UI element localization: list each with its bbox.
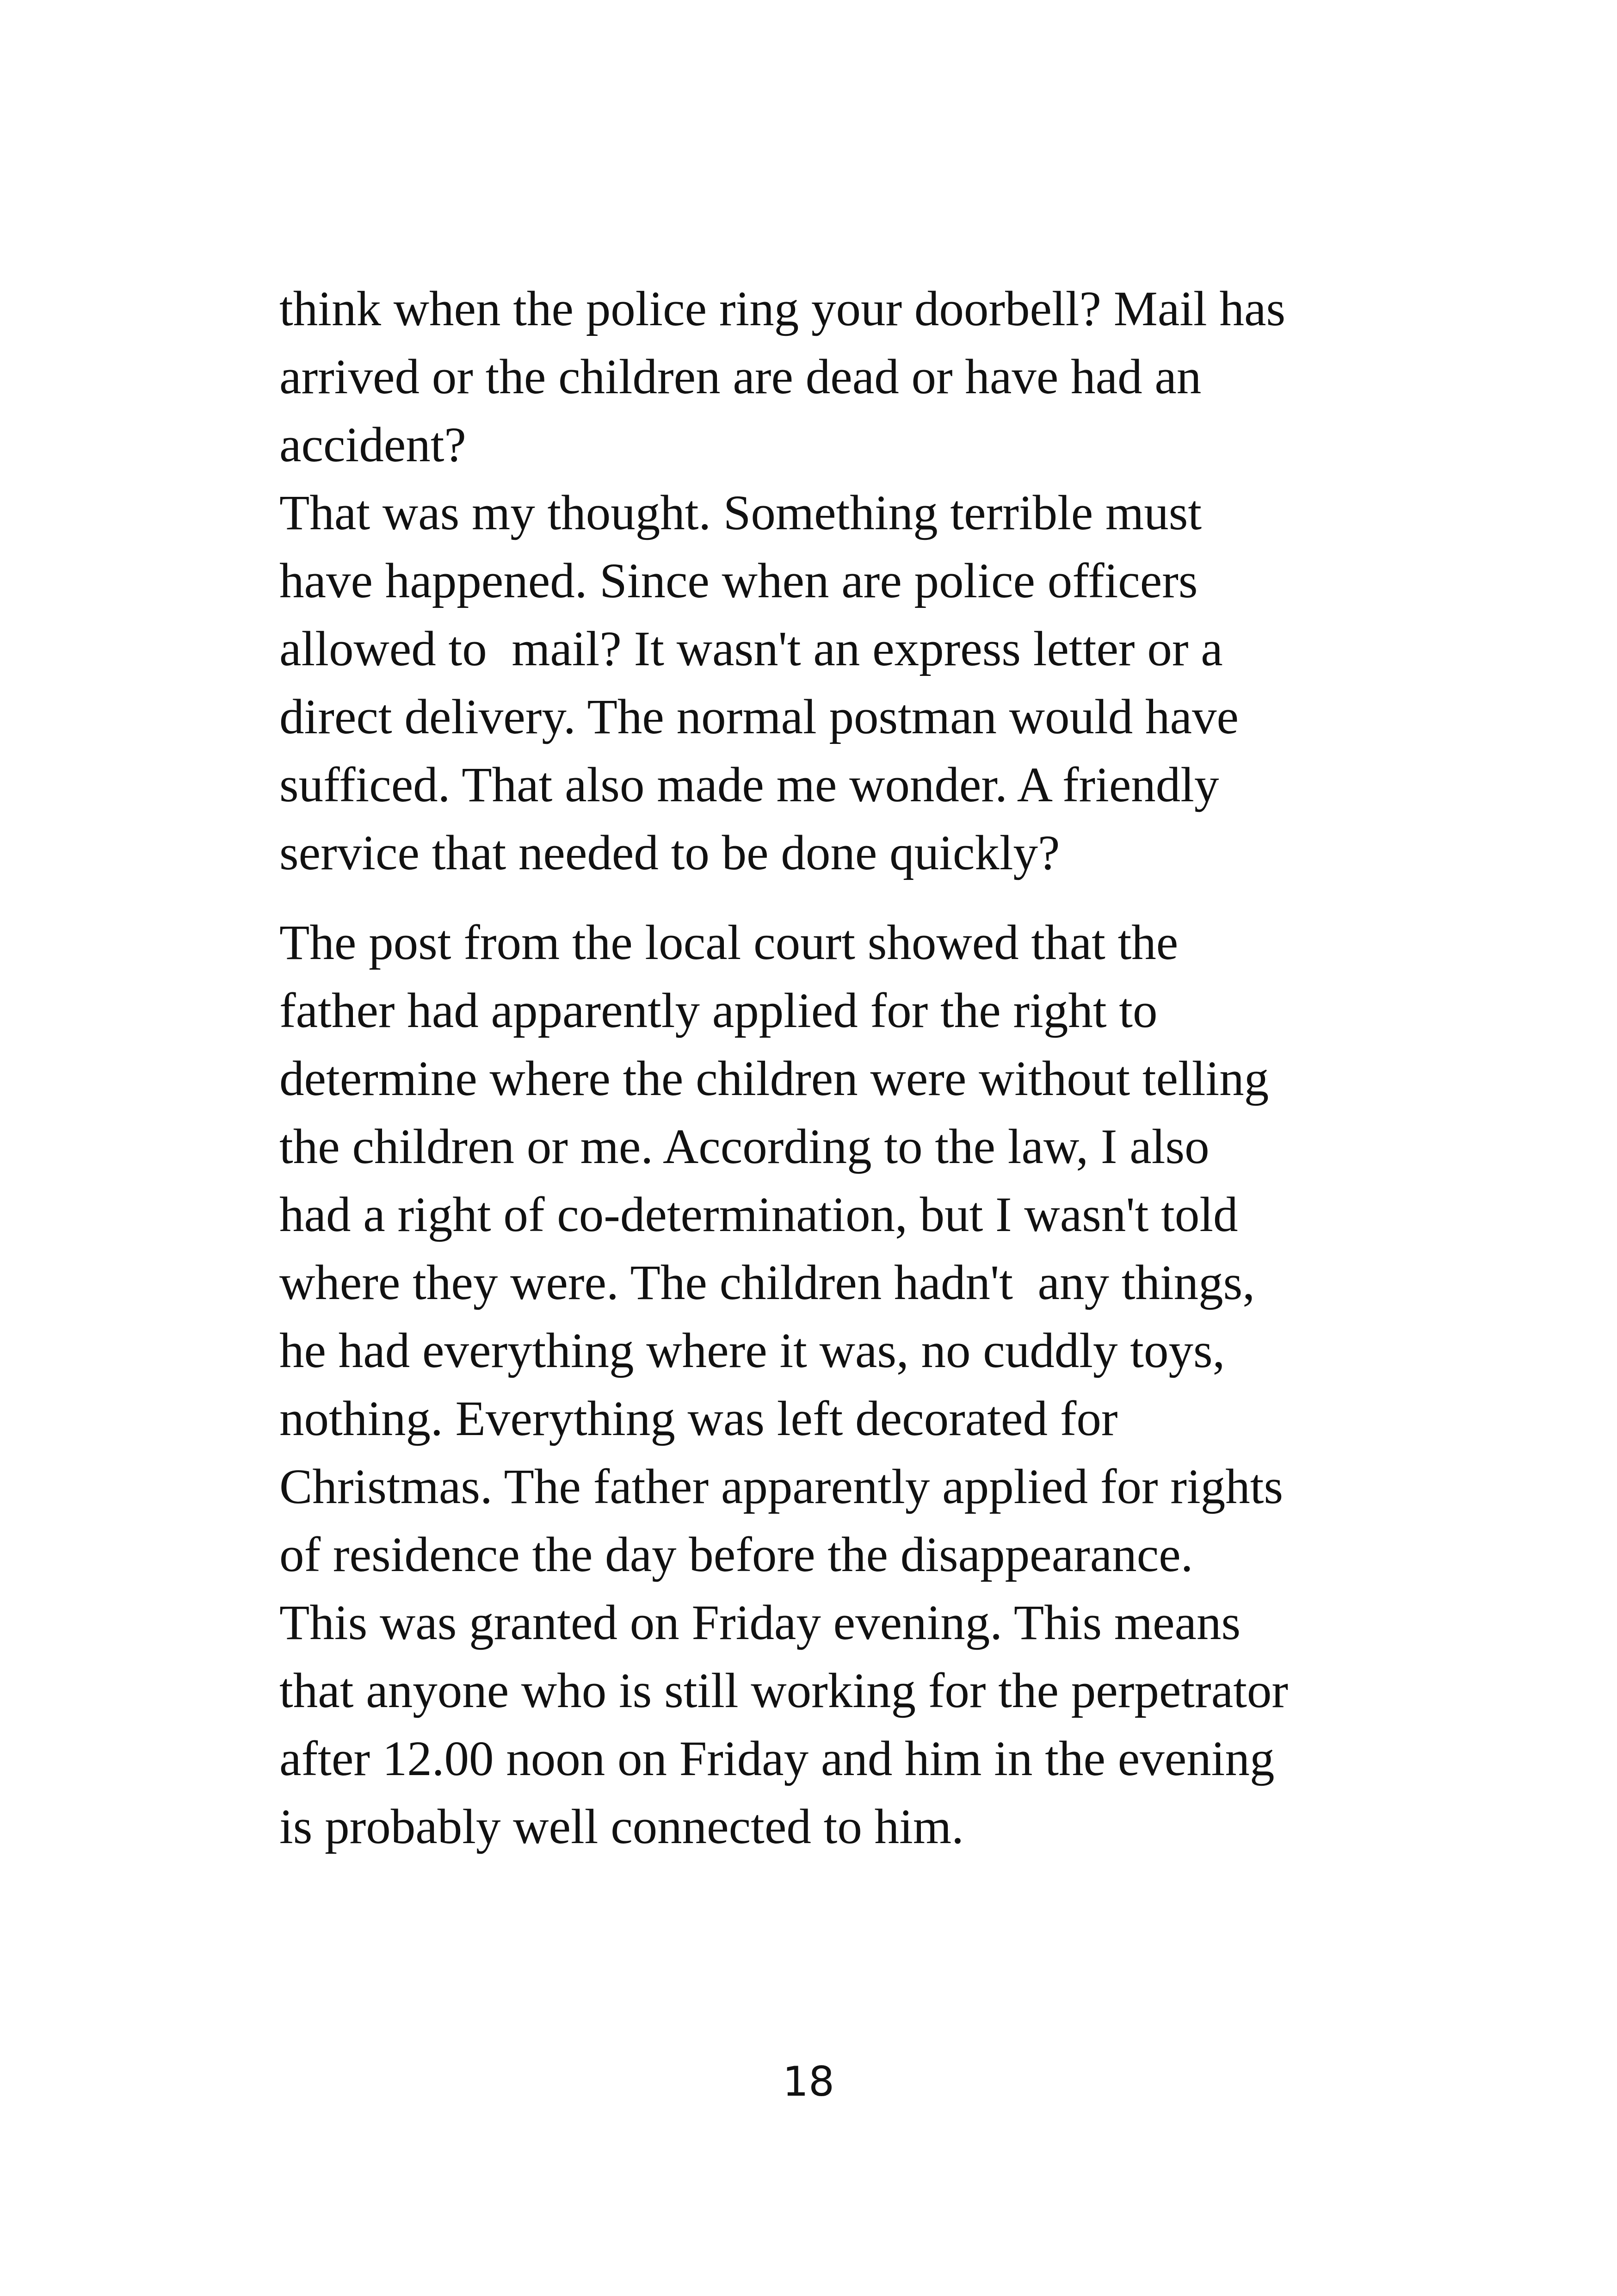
text-line: allowed to mail? It wasn't an express letter or a <box>279 622 1223 676</box>
text-line: he had everything where it was, no cuddly toys, <box>279 1324 1225 1378</box>
text-line: had a right of co-determination, but I wasn't told <box>279 1188 1238 1242</box>
text-line: direct delivery. The normal postman would have <box>279 690 1239 744</box>
page-number: 18 <box>783 2058 834 2105</box>
text-line: where they were. The children hadn't any things, <box>279 1256 1255 1310</box>
text-line: accident? <box>279 418 466 472</box>
paragraph-1 <box>279 275 1357 479</box>
text-line: think when the police ring your doorbell? Mail has <box>279 282 1286 336</box>
paragraph-2 <box>279 479 1357 887</box>
text-line: that anyone who is still working for the perpetrator <box>279 1664 1289 1718</box>
paragraph-3 <box>279 909 1357 1861</box>
text-line: is probably well connected to him. <box>279 1800 964 1854</box>
text-line: the children or me. According to the law, I also <box>279 1120 1210 1174</box>
text-line: arrived or the children are dead or have had an <box>279 350 1202 404</box>
body-text <box>279 275 1357 1861</box>
text-line: That was my thought. Something terrible must <box>279 486 1202 540</box>
text-line: after 12.00 noon on Friday and him in the evening <box>279 1732 1275 1786</box>
text-line: The post from the local court showed that the <box>279 916 1179 970</box>
text-line: have happened. Since when are police officers <box>279 554 1198 608</box>
text-line: of residence the day before the disappearance. <box>279 1528 1193 1582</box>
text-line: This was granted on Friday evening. This means <box>279 1596 1241 1650</box>
paragraph-spacer <box>279 887 1357 909</box>
text-line: nothing. Everything was left decorated for <box>279 1392 1118 1446</box>
text-line: service that needed to be done quickly? <box>279 826 1060 880</box>
text-line: Christmas. The father apparently applied for rights <box>279 1460 1284 1514</box>
text-line: sufficed. That also made me wonder. A friendly <box>279 758 1219 812</box>
text-line: determine where the children were without telling <box>279 1052 1269 1106</box>
text-line: father had apparently applied for the right to <box>279 984 1158 1038</box>
